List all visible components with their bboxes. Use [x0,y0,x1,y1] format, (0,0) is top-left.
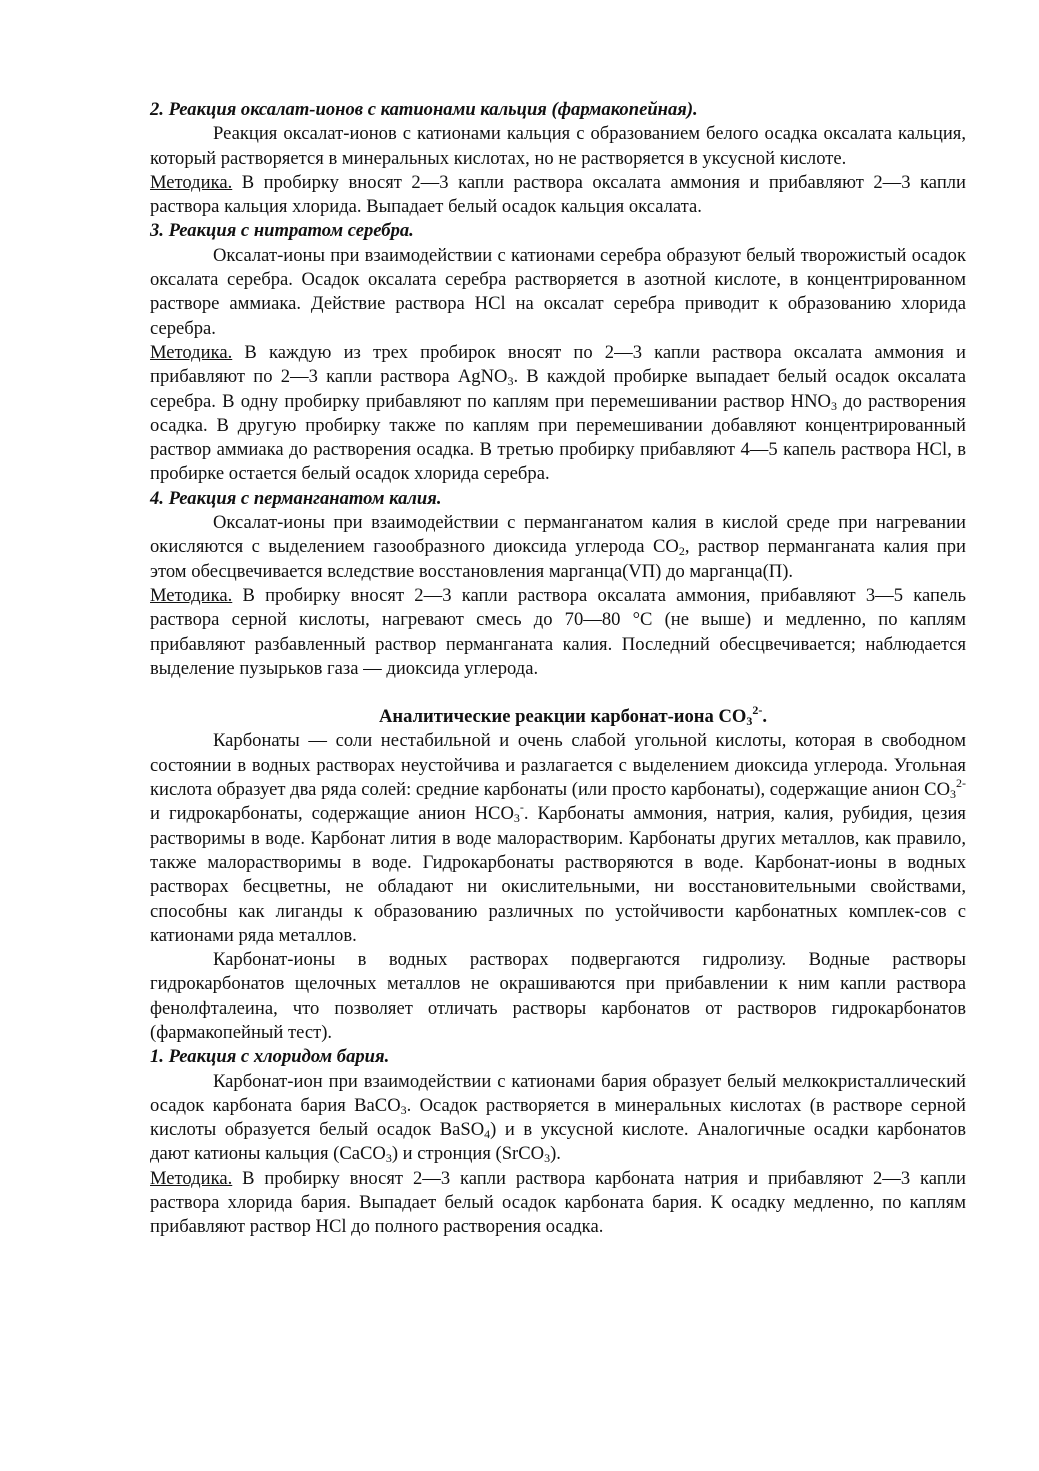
subscript: 2 [678,544,685,559]
section-heading: 1. Реакция с хлоридом бария. [150,1046,390,1068]
method-text: В пробирку вносят 2—3 капли раствора оксалата аммония и прибавляют 2—3 капли раствора кальция хлорида. Выпадает белый осадок кальция оксалата. [150,171,966,218]
paragraph [150,1070,966,1167]
method-paragraph [150,1167,966,1240]
method-label: Методика. [150,1167,233,1189]
text: Карбонат-ион при взаимодействии с катионами бария образует белый мелкокристаллический осадок карбоната бария BaCO [150,1070,966,1116]
section-heading: 4. Реакция с перманганатом калия. [150,487,442,509]
superscript: - [519,800,524,815]
method-text: В пробирку вносят 2—3 капли раствора оксалата аммония, прибавляют 3—5 капель раствора серной кислоты, нагревают смесь до 70—80 °С (не выше) и медленно, по каплям прибавляют разбавленный раствор перманганата калия. Последний обесцвечивается; наблюдается выделение пузырьков газа — диоксида углерода. [150,584,966,679]
method-text: до растворения осадка. В другую пробирку также по каплям при перемешивании добавляют концентрированный раствор аммиака до растворения осадка. В третью пробирку прибавляют 4—5 капель раствора HCl, в пробирке остается белый осадок хлорида серебра. [150,390,966,485]
subscript: 3 [385,1151,392,1166]
text: . Осадок растворяется в минеральных кислотах (в растворе серной кислоты образуется белый осадок BaSO [150,1094,966,1141]
subscript: 3 [746,714,753,729]
title-end: . [762,706,768,728]
subscript: 3 [544,1151,551,1166]
method-text: В пробирку вносят 2—3 капли раствора карбоната натрия и прибавляют 2—3 капли раствора хлорида бария. Выпадает белый осадок карбоната бария. К осадку медленно, по каплям прибавляют раствор HCl до полного растворения осадка. [150,1167,966,1238]
text: , раствор перманганата калия при этом обесцвечивается вследствие восстановления марганца(VП) до марганца(П). [150,536,966,582]
method-paragraph [150,341,966,487]
document-page [150,98,966,1240]
text: Карбонаты — соли нестабильной и очень слабой угольной кислоты, которая в свободном состоянии в водных растворах неустойчива и разлагается с выделением диоксида углерода. Угольная кислота образует два ряда солей: средние карбонаты (или просто карбонаты), содержащие анион CO [150,730,966,801]
method-paragraph [150,584,966,681]
text: и гидрокарбонаты, содержащие анион HCO [150,803,514,825]
title-text: Аналитические реакции карбонат-иона CO [378,706,747,728]
text: ) и стронция (SrCO [391,1143,545,1165]
subscript: 4 [484,1127,491,1142]
paragraph: Карбонат-ионы в водных растворах подвергаются гидролизу. Водные растворы гидрокарбонатов щелочных металлов не окрашиваются при прибавлении к ним капли раствора фенолфталеина, что позволяет отличать растворы карбонатов от растворов гидрокарбонатов (фармакопейный тест). [150,949,966,1043]
subscript: 3 [950,787,956,802]
method-label: Методика. [150,584,233,606]
subscript: 3 [830,398,837,413]
method-paragraph [150,171,966,220]
text: ). [550,1143,561,1165]
method-text: . В каждой пробирке выпадает белый осадок оксалата серебра. В одну пробирку прибавляют по каплям при перемешивании раствор HNO [150,366,967,412]
superscript: 2- [752,703,763,718]
method-label: Методика. [150,171,233,193]
subscript: 3 [513,811,520,826]
text: ) и в уксусной кислоте. Аналогичные осадки карбонатов дают катионы кальция (CaCO [150,1119,966,1165]
subscript: 3 [400,1102,407,1117]
method-label: Методика. [150,341,233,363]
method-text: В каждую из трех пробирок вносят по 2—3 капли раствора оксалата аммония и прибавляют по 2—3 капли раствора AgNO [150,341,966,388]
paragraph: Реакция оксалат-ионов с катионами кальция с образованием белого осадка оксалата кальция, который растворяется в минеральных кислотах, но не растворяется в уксусной кислоте. [150,123,966,169]
text: Оксалат-ионы при взаимодействии с перманганатом калия в кислой среде при нагревании окисляются с выделением газообразного диоксида углерода CO [150,512,966,558]
superscript: 2- [956,776,966,791]
chapter-title [150,705,966,729]
paragraph [150,729,966,948]
text: . Карбонаты аммония, натрия, калия, рубидия, цезия растворимы в воде. Карбонат лития в воде малорастворим. Карбонаты других металлов, как правило, также малорастворимы в воде. Гидрокарбонаты растворяются в воде. Карбонат-ионы в водных растворах бесцветны, не обладают ни окислительными, ни восстановительными свойствами, способны как лиганды к образованию различных по устойчивости карбонатных комплек-сов с катионами ряда металлов. [150,803,966,946]
section-heading: 3. Реакция с нитратом серебра. [150,220,414,242]
subscript: 3 [507,374,514,389]
paragraph: Оксалат-ионы при взаимодействии с катионами серебра образуют белый творожистый осадок оксалата серебра. Осадок оксалата серебра растворяется в азотной кислоте, в концентрированном растворе аммиака. Действие раствора HCl на оксалат серебра приводит к образованию хлорида серебра. [150,244,966,339]
section-heading: 2. Реакция оксалат-ионов с катионами кальция (фармакопейная). [150,99,698,120]
paragraph [150,511,966,584]
